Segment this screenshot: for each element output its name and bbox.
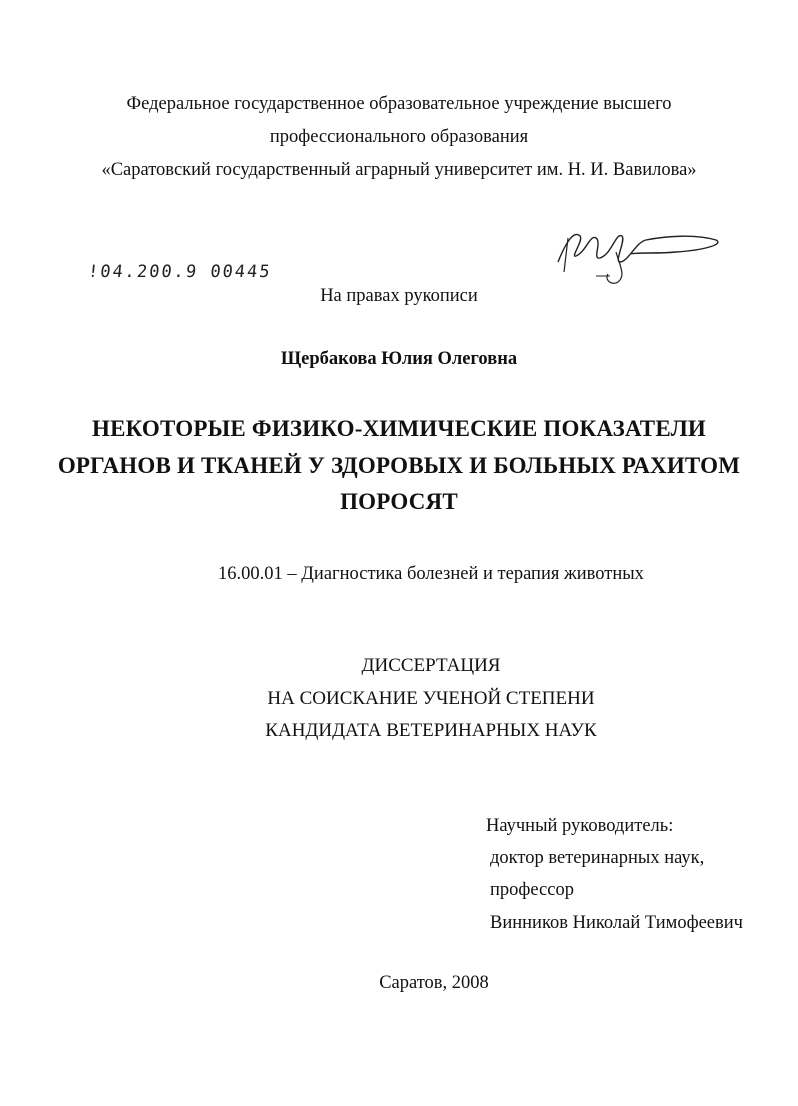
degree-line-2: НА СОИСКАНИЕ УЧЕНОЙ СТЕПЕНИ xyxy=(267,688,595,709)
title-line-2: ОРГАНОВ И ТКАНЕЙ У ЗДОРОВЫХ И БОЛЬНЫХ РАХИТОМ xyxy=(57,453,741,478)
degree-line-3: КАНДИДАТА ВЕТЕРИНАРНЫХ НАУК xyxy=(265,720,597,741)
signature-image xyxy=(556,222,726,290)
title-line-3: ПОРОСЯТ xyxy=(340,489,458,514)
institution-line-1: Федеральное государственное образовательное учреждение высшего xyxy=(126,94,672,114)
supervisor-name: Винников Николай Тимофеевич xyxy=(490,913,743,933)
place-year: Саратов, 2008 xyxy=(379,973,489,993)
specialty-code: 16.00.01 – Диагностика болезней и терапия животных xyxy=(218,564,644,584)
institution-line-2: профессионального образования xyxy=(269,127,529,147)
author-name: Щербакова Юлия Олеговна xyxy=(280,349,518,369)
institution-line-3: «Саратовский государственный аграрный университет им. Н. И. Вавилова» xyxy=(101,160,697,180)
degree-line-1: ДИССЕРТАЦИЯ xyxy=(361,655,501,676)
title-line-1: НЕКОТОРЫЕ ФИЗИКО-ХИМИЧЕСКИЕ ПОКАЗАТЕЛИ xyxy=(91,416,707,441)
archive-stamp-number: !04.200.9 00445 xyxy=(86,262,273,282)
supervisor-label: Научный руководитель: xyxy=(486,816,674,836)
supervisor-degree: доктор ветеринарных наук, xyxy=(490,848,705,868)
supervisor-rank: профессор xyxy=(490,880,574,900)
manuscript-rights-note: На правах рукописи xyxy=(320,286,478,306)
